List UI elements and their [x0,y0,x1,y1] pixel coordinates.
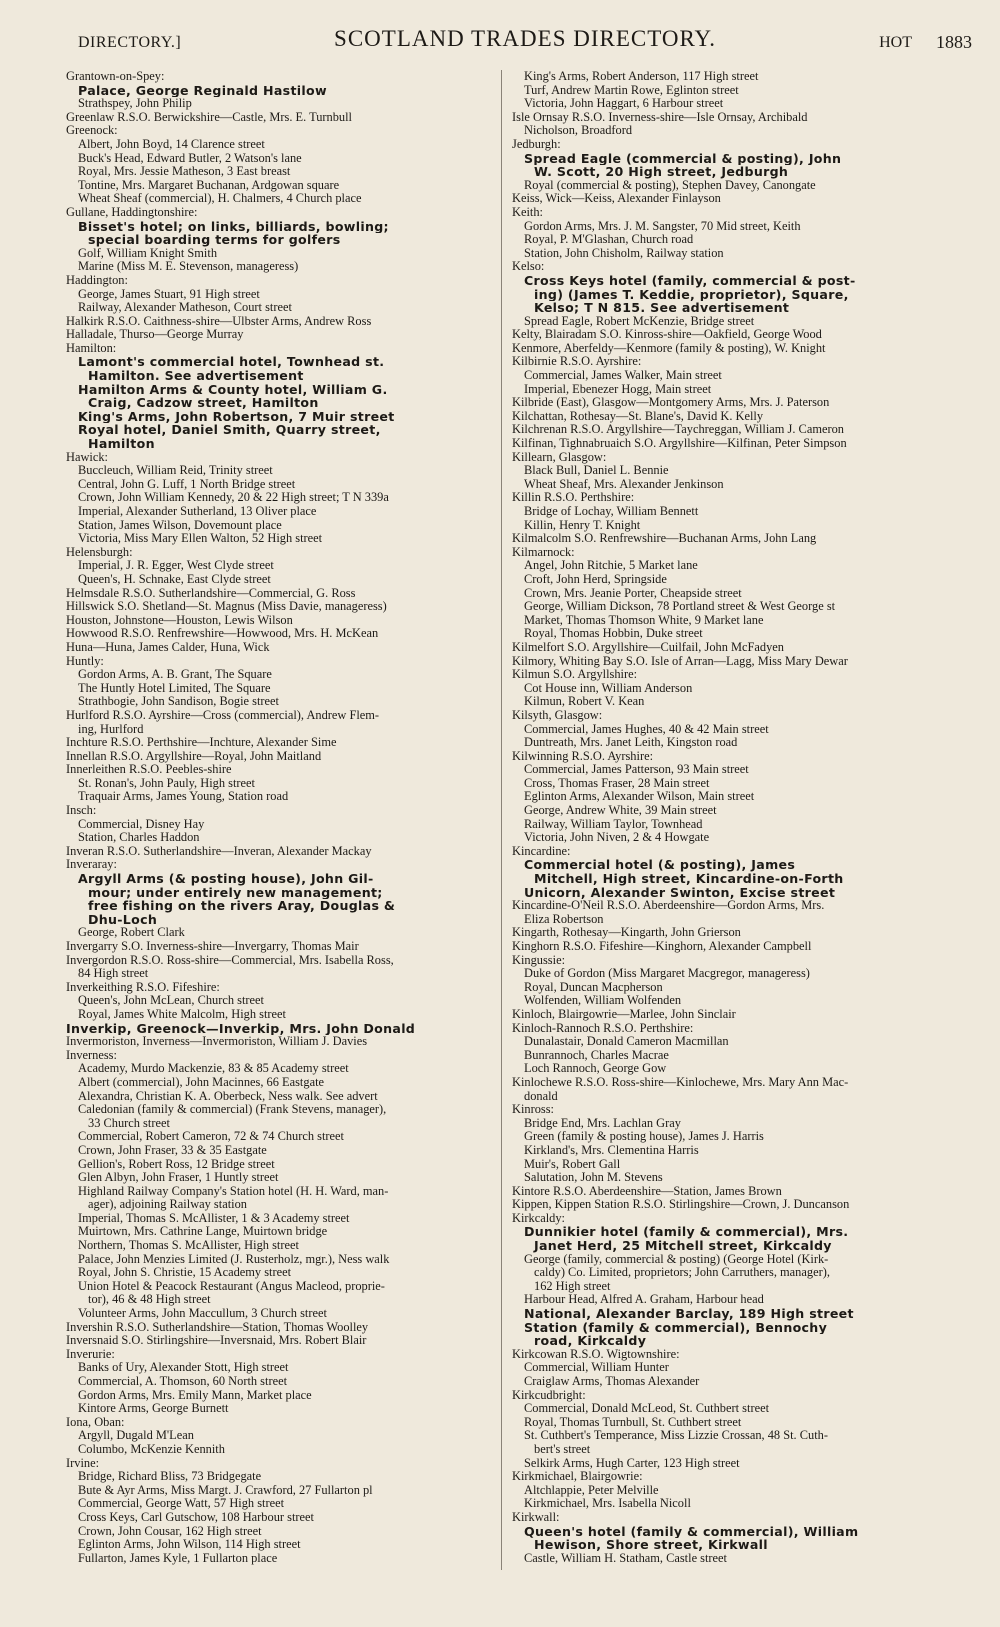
place-heading: Kingarth, Rothesay—Kingarth, John Grierson [512,926,741,940]
place-heading: Kinghorn R.S.O. Fifeshire—Kinghorn, Alexander Campbell [512,940,812,953]
place-heading: Kincardine-O'Neil R.S.O. Aberdeenshire—Gordon Arms, Mrs. [512,899,825,913]
directory-entry: Bridge End, Mrs. Lachlan Gray [524,1116,681,1130]
directory-entry: Commercial, James Hughes, 40 & 42 Main street [524,722,769,736]
advertised-entry: W. Scott, 20 High street, Jedburgh [534,165,789,179]
directory-entry: Marine (Miss M. E. Stevenson, manageress) [78,260,299,274]
advertised-entry: Dunnikier hotel (family & commercial), Mrs. [524,1225,849,1240]
directory-entry: Argyll, Dugald M'Lean [78,1429,194,1443]
place-heading: Kilbride (East), Glasgow—Montgomery Arms, Mrs. J. Paterson [512,396,830,410]
directory-entry: Craiglaw Arms, Thomas Alexander [524,1375,700,1388]
directory-entry: Station, Charles Haddon [78,831,200,845]
place-heading: Kinloch-Rannoch R.S.O. Perthshire: [512,1021,694,1035]
directory-entry: Kilmun, Robert V. Kean [524,695,645,709]
advertised-entry: Mitchell, High street, Kincardine-on-Forth [534,872,844,886]
place-heading: Insch: [66,804,97,818]
directory-entry: Union Hotel & Peacock Restaurant (Angus Macleod, proprie- [78,1279,385,1293]
advertised-entry: Station (family & commercial), Bennochy [524,1320,828,1335]
directory-entry: Glen Albyn, John Fraser, 1 Huntly street [78,1171,279,1185]
directory-entry: Kirkmichael, Mrs. Isabella Nicoll [524,1497,691,1511]
place-heading: Inverurie: [66,1347,115,1361]
directory-entry: Imperial, J. R. Egger, West Clyde street [78,559,274,573]
directory-entry: Gordon Arms, Mrs. J. M. Sangster, 70 Mid street, Keith [524,219,801,233]
directory-entry: Angel, John Ritchie, 5 Market lane [524,559,698,573]
directory-entry: Green (family & posting house), James J. Harris [524,1130,764,1144]
directory-entry: Crown, John Cousar, 162 High street [78,1524,262,1538]
directory-entry: Loch Rannoch, George Gow [524,1062,667,1076]
place-heading: Kelso: [512,260,545,274]
place-heading: Kilmelfort S.O. Argyllshire—Cuilfail, John McFadyen [512,640,785,654]
directory-entry: bert's street [534,1442,591,1456]
directory-entry: Columbo, McKenzie Kennith [78,1442,225,1456]
directory-entry: Buccleuch, William Reid, Trinity street [78,464,273,478]
directory-entry: Central, John G. Luff, 1 North Bridge street [78,477,296,491]
place-heading: Kingussie: [512,953,566,967]
directory-entry: 84 High street [78,967,149,981]
advertised-entry: Commercial hotel (& posting), James [524,858,796,873]
directory-entry: Crown, John Fraser, 33 & 35 Eastgate [78,1143,267,1157]
directory-entry: Bridge, Richard Bliss, 73 Bridgegate [78,1470,262,1484]
place-heading: Halladale, Thurso—George Murray [66,328,244,342]
place-heading: Houston, Johnstone—Houston, Lewis Wilson [66,613,293,627]
directory-entry: Cot House inn, William Anderson [524,681,693,695]
directory-entry: Altchlappie, Peter Melville [524,1483,659,1497]
right-column [512,70,962,1565]
directory-entry: Gordon Arms, Mrs. Emily Mann, Market place [78,1388,312,1402]
place-heading: Kirkcudbright: [512,1388,586,1402]
directory-entry: Kintore Arms, George Burnett [78,1402,229,1416]
place-heading: Invergordon R.S.O. Ross-shire—Commercial, Mrs. Isabella Ross, [66,953,394,967]
advertised-entry: Kelso; T N 815. See advertisement [534,301,790,315]
directory-entry: Imperial, Alexander Sutherland, 13 Oliver place [78,505,317,518]
directory-entry: Station, James Wilson, Dovemount place [78,518,282,532]
directory-entry: Royal, P. M'Glashan, Church road [524,233,694,247]
directory-entry: Duke of Gordon (Miss Margaret Macgregor, manageress) [524,967,810,981]
place-heading: Haddington: [66,273,128,287]
directory-entry: George, William Dickson, 78 Portland street & West George st [524,600,836,614]
directory-entry: donald [524,1089,558,1103]
directory-entry: Golf, William Knight Smith [78,246,218,260]
place-heading: Greenock: [66,124,118,138]
advertised-entry: free fishing on the rivers Aray, Douglas & [88,899,396,913]
place-heading: Hawick: [66,450,108,464]
directory-entry: Gellion's, Robert Ross, 12 Bridge street [78,1157,275,1171]
directory-entry: Buck's Head, Edward Butler, 2 Watson's lane [78,151,302,165]
directory-entry: Croft, John Herd, Springside [524,572,667,586]
advertised-entry: Lamont's commercial hotel, Townhead st. [78,355,385,370]
directory-entry: Commercial, Robert Cameron, 72 & 74 Church street [78,1130,344,1144]
place-heading: Kinlochewe R.S.O. Ross-shire—Kinlochewe, Mrs. Mary Ann Mac- [512,1075,849,1089]
place-heading: Inverkip, Greenock—Inverkip, Mrs. John Donald [66,1021,416,1036]
directory-entry: Railway, William Taylor, Townhead [524,817,703,831]
advertised-entry: Palace, George Reginald Hastilow [78,83,327,98]
directory-entry: Gordon Arms, A. B. Grant, The Square [78,668,272,682]
place-heading: Kirkcaldy: [512,1211,565,1225]
directory-entry: Castle, William H. Statham, Castle street [524,1551,727,1565]
directory-entry: Bunrannoch, Charles Macrae [524,1048,669,1062]
directory-entry: Duntreath, Mrs. Janet Leith, Kingston road [524,736,738,750]
place-heading: Kilmory, Whiting Bay S.O. Isle of Arran—Lagg, Miss Mary Dewar [512,654,848,668]
place-heading: Gullane, Haddingtonshire: [66,205,198,219]
directory-entry: Royal, Thomas Turnbull, St. Cuthbert street [524,1415,742,1429]
place-heading: Kilmarnock: [512,545,575,559]
place-heading: Greenlaw R.S.O. Berwickshire—Castle, Mrs. E. Turnbull [66,110,352,124]
place-heading: Helensburgh: [66,545,133,559]
place-heading: Invergarry S.O. Inverness-shire—Invergarry, Thomas Mair [66,940,359,953]
directory-entry: George (family, commercial & posting) (George Hotel (Kirk- [524,1252,829,1266]
directory-entry: Volunteer Arms, John Maccullum, 3 Church street [78,1307,327,1321]
place-heading: Grantown-on-Spey: [66,70,165,83]
advertised-entry: Queen's hotel (family & commercial), William [524,1524,859,1539]
directory-entry: Imperial, Thomas S. McAllister, 1 & 3 Academy street [78,1211,350,1225]
place-heading: Invershin R.S.O. Sutherlandshire—Station, Thomas Woolley [66,1320,369,1334]
directory-entry: Eliza Robertson [524,912,604,926]
place-heading: Inchture R.S.O. Perthshire—Inchture, Alexander Sime [66,736,337,750]
directory-entry: Imperial, Ebenezer Hogg, Main street [524,382,712,396]
place-heading: Kippen, Kippen Station R.S.O. Stirlingshire—Crown, J. Duncanson [512,1198,850,1212]
directory-entry: Cross Keys, Carl Gutschow, 108 Harbour street [78,1510,314,1524]
directory-entry: Killin, Henry T. Knight [524,518,641,532]
directory-entry: Royal, John S. Christie, 15 Academy street [78,1266,292,1280]
advertised-entry: Hewison, Shore street, Kirkwall [534,1538,768,1552]
directory-entry: Highland Railway Company's Station hotel (H. H. Ward, man- [78,1184,389,1198]
directory-entry: Harbour Head, Alfred A. Graham, Harbour head [524,1293,764,1307]
directory-entry: Salutation, John M. Stevens [524,1171,663,1185]
column-divider [501,70,502,1570]
directory-entry: Fullarton, James Kyle, 1 Fullarton place [78,1551,278,1565]
directory-entry: Commercial, Disney Hay [78,817,205,831]
directory-entry: Palace, John Menzies Limited (J. Rusterholz, mgr.), Ness walk [78,1252,390,1266]
advertised-entry: Bisset's hotel; on links, billiards, bowling; [78,219,389,234]
directory-entry: Bridge of Lochay, William Bennett [524,505,699,518]
directory-entry: Dunalastair, Donald Cameron Macmillan [524,1035,729,1049]
directory-entry: 162 High street [534,1279,611,1293]
directory-entry: Commercial, James Walker, Main street [524,369,722,383]
place-heading: Hurlford R.S.O. Ayrshire—Cross (commercial), Andrew Flem- [66,708,380,722]
place-heading: Huna—Huna, James Calder, Huna, Wick [66,640,270,654]
place-heading: Kilsyth, Glasgow: [512,708,603,722]
place-heading: Inversnaid S.O. Stirlingshire—Inversnaid, Mrs. Robert Blair [66,1334,367,1348]
directory-entry: Muir's, Robert Gall [524,1157,621,1171]
advertised-entry: Unicorn, Alexander Swinton, Excise street [524,885,836,900]
running-head-hot: HOT [879,34,912,51]
directory-entry: Selkirk Arms, Hugh Carter, 123 High street [524,1456,740,1470]
directory-entry: George, Robert Clark [78,926,185,940]
place-heading: Kirkcowan R.S.O. Wigtownshire: [512,1347,680,1361]
directory-entry: King's Arms, Robert Anderson, 117 High street [524,70,759,83]
directory-entry: Commercial, James Patterson, 93 Main street [524,763,749,777]
directory-entry: Albert (commercial), John Macinnes, 66 Eastgate [78,1075,325,1089]
directory-entry: George, Andrew White, 39 Main street [524,804,717,818]
place-heading: Innellan R.S.O. Argyllshire—Royal, John Maitland [66,749,322,763]
directory-entry: Banks of Ury, Alexander Stott, High street [78,1361,289,1375]
advertised-entry: Dhu-Loch [88,912,158,927]
directory-entry: Station, John Chisholm, Railway station [524,246,724,260]
directory-entry: The Huntly Hotel Limited, The Square [78,681,271,695]
directory-entry: Royal, Duncan Macpherson [524,980,663,994]
directory-entry: 33 Church street [88,1116,170,1130]
directory-entry: Queen's, H. Schnake, East Clyde street [78,572,271,586]
place-heading: Isle Ornsay R.S.O. Inverness-shire—Isle Ornsay, Archibald [512,110,808,124]
directory-entry: Muirtown, Mrs. Cathrine Lange, Muirtown bridge [78,1225,328,1239]
directory-entry: Commercial, George Watt, 57 High street [78,1497,285,1511]
page-number: 1883 [936,32,972,52]
directory-entry: Commercial, William Hunter [524,1361,669,1375]
place-heading: Kinross: [512,1103,554,1117]
place-heading: Kilmalcolm S.O. Renfrewshire—Buchanan Arms, John Lang [512,532,817,546]
directory-entry: Railway, Alexander Matheson, Court street [78,301,292,315]
advertised-entry: National, Alexander Barclay, 189 High street [524,1307,854,1321]
place-heading: Inverkeithing R.S.O. Fifeshire: [66,980,220,994]
place-heading: Kilchattan, Rothesay—St. Blane's, David K. Kelly [512,409,764,423]
place-heading: Kilchrenan R.S.O. Argyllshire—Taychreggan, William J. Cameron [512,423,844,437]
directory-entry: Spread Eagle, Robert McKenzie, Bridge street [524,314,755,328]
directory-entry: St. Ronan's, John Pauly, High street [78,776,255,790]
advertised-entry: Cross Keys hotel (family, commercial & post- [524,273,856,288]
advertised-entry: road, Kirkcaldy [534,1334,647,1348]
page-header [78,26,972,60]
directory-entry: ing, Hurlford [78,722,144,736]
directory-entry: caldy) Co. Limited, proprietors; John Carruthers, manager), [534,1266,830,1280]
directory-entry: Albert, John Boyd, 14 Clarence street [78,137,265,151]
directory-entry: Caledonian (family & commercial) (Frank Stevens, manager), [78,1103,387,1117]
advertised-entry: Hamilton [88,437,155,451]
place-heading: Inverness: [66,1048,117,1062]
directory-entry: Wolfenden, William Wolfenden [524,994,682,1008]
place-heading: Keith: [512,205,543,219]
directory-entry: ager), adjoining Railway station [88,1198,247,1212]
place-heading: Innerleithen R.S.O. Peebles-shire [66,763,232,777]
directory-entry: Strathspey, John Philip [78,97,192,111]
directory-entry: Royal, Mrs. Jessie Matheson, 3 East breast [78,165,291,179]
section-label: DIRECTORY.] [78,34,182,51]
directory-entry: Cross, Thomas Fraser, 28 Main street [524,776,710,790]
advertised-entry: mour; under entirely new management; [88,885,383,900]
advertised-entry: ing) (James T. Keddie, proprietor), Square, [534,287,849,302]
left-column [66,70,506,1565]
place-heading: Kilwinning R.S.O. Ayrshire: [512,749,654,763]
advertised-entry: Spread Eagle (commercial & posting), John [524,151,842,166]
directory-entry: Traquair Arms, James Young, Station road [78,790,289,804]
advertised-entry: Hamilton Arms & County hotel, William G. [78,382,388,397]
place-heading: Kinloch, Blairgowrie—Marlee, John Sinclair [512,1007,736,1021]
directory-entry: St. Cuthbert's Temperance, Miss Lizzie Crossan, 48 St. Cuth- [524,1429,828,1443]
advertised-entry: special boarding terms for golfers [88,233,341,247]
directory-entry: Wheat Sheaf (commercial), H. Chalmers, 4 Church place [78,192,362,206]
directory-entry: Wheat Sheaf, Mrs. Alexander Jenkinson [524,477,724,491]
directory-entry: Royal (commercial & posting), Stephen Davey, Canongate [524,178,816,192]
directory-entry: Turf, Andrew Martin Rowe, Eglinton street [524,83,739,97]
directory-entry: Bute & Ayr Arms, Miss Margt. J. Crawford, 27 Fullarton pl [78,1483,373,1497]
place-heading: Inveraray: [66,858,117,872]
directory-entry: Queen's, John McLean, Church street [78,994,264,1008]
place-heading: Kirkwall: [512,1510,560,1524]
place-heading: Kilfinan, Tighnabruaich S.O. Argyllshire—Kilfinan, Peter Simpson [512,437,847,451]
place-heading: Killearn, Glasgow: [512,450,607,464]
place-heading: Inveran R.S.O. Sutherlandshire—Inveran, Alexander Mackay [66,844,372,858]
place-heading: Kenmore, Aberfeldy—Kenmore (family & posting), W. Knight [512,341,826,355]
place-heading: Huntly: [66,654,104,668]
directory-entry: Victoria, Miss Mary Ellen Walton, 52 High street [78,532,323,546]
directory-entry: Alexandra, Christian K. A. Oberbeck, Ness walk. See advert [78,1089,378,1103]
directory-entry: Nicholson, Broadford [524,124,633,138]
directory-entry: Commercial, Donald McLeod, St. Cuthbert street [524,1402,770,1416]
directory-entry: Victoria, John Haggart, 6 Harbour street [524,97,724,111]
advertised-entry: Janet Herd, 25 Mitchell street, Kirkcaldy [534,1239,832,1253]
page-title: SCOTLAND TRADES DIRECTORY. [334,26,716,51]
place-heading: Hillswick S.O. Shetland—St. Magnus (Miss Davie, manageress) [66,600,387,614]
directory-entry: Market, Thomas Thomson White, 9 Market lane [524,613,764,627]
directory-entry: Commercial, A. Thomson, 60 North street [78,1375,288,1388]
place-heading: Kelty, Blairadam S.O. Kinross-shire—Oakfield, George Wood [512,328,822,342]
directory-entry: Northern, Thomas S. McAllister, High street [78,1239,299,1253]
directory-entry: Kirkland's, Mrs. Clementina Harris [524,1143,699,1157]
place-heading: Halkirk R.S.O. Caithness-shire—Ulbster Arms, Andrew Ross [66,314,372,328]
advertised-entry: Hamilton. See advertisement [88,369,304,383]
place-heading: Hamilton: [66,341,117,355]
place-heading: Kintore R.S.O. Aberdeenshire—Station, James Brown [512,1184,782,1198]
advertised-entry: Argyll Arms (& posting house), John Gil- [78,872,374,886]
directory-entry: Tontine, Mrs. Margaret Buchanan, Ardgowan square [78,178,340,192]
directory-entry: Academy, Murdo Mackenzie, 83 & 85 Academy street [78,1062,349,1076]
place-heading: Irvine: [66,1456,100,1470]
advertised-entry: Craig, Cadzow street, Hamilton [88,396,319,410]
directory-entry: Crown, Mrs. Jeanie Porter, Cheapside street [524,586,742,600]
place-heading: Invermoriston, Inverness—Invermoriston, William J. Davies [66,1035,368,1049]
directory-entry: Victoria, John Niven, 2 & 4 Howgate [524,831,710,845]
place-heading: Howwood R.S.O. Renfrewshire—Howwood, Mrs. H. McKean [66,627,379,641]
place-heading: Kilbirnie R.S.O. Ayrshire: [512,355,642,369]
directory-entry: Crown, John William Kennedy, 20 & 22 High street; T N 339a [78,491,389,505]
directory-entry: Eglinton Arms, Alexander Wilson, Main street [524,790,755,804]
directory-entry: Eglinton Arms, John Wilson, 114 High street [78,1538,301,1552]
directory-entry: George, James Stuart, 91 High street [78,287,260,301]
advertised-entry: Royal hotel, Daniel Smith, Quarry street, [78,423,381,438]
place-heading: Kincardine: [512,844,571,858]
place-heading: Jedburgh: [512,137,561,151]
directory-entry: Strathbogie, John Sandison, Bogie street [78,695,279,709]
directory-entry: tor), 46 & 48 High street [88,1293,211,1307]
place-heading: Killin R.S.O. Perthshire: [512,491,635,505]
advertised-entry: King's Arms, John Robertson, 7 Muir street [78,409,395,424]
directory-entry: Black Bull, Daniel L. Bennie [524,464,669,478]
place-heading: Kilmun S.O. Argyllshire: [512,668,638,682]
directory-entry: Royal, Thomas Hobbin, Duke street [524,627,703,641]
place-heading: Helmsdale R.S.O. Sutherlandshire—Commercial, G. Ross [66,586,356,600]
place-heading: Kirkmichael, Blairgowrie: [512,1470,643,1484]
place-heading: Keiss, Wick—Keiss, Alexander Finlayson [512,192,721,206]
place-heading: Iona, Oban: [66,1415,125,1429]
directory-entry: Royal, James White Malcolm, High street [78,1007,286,1021]
